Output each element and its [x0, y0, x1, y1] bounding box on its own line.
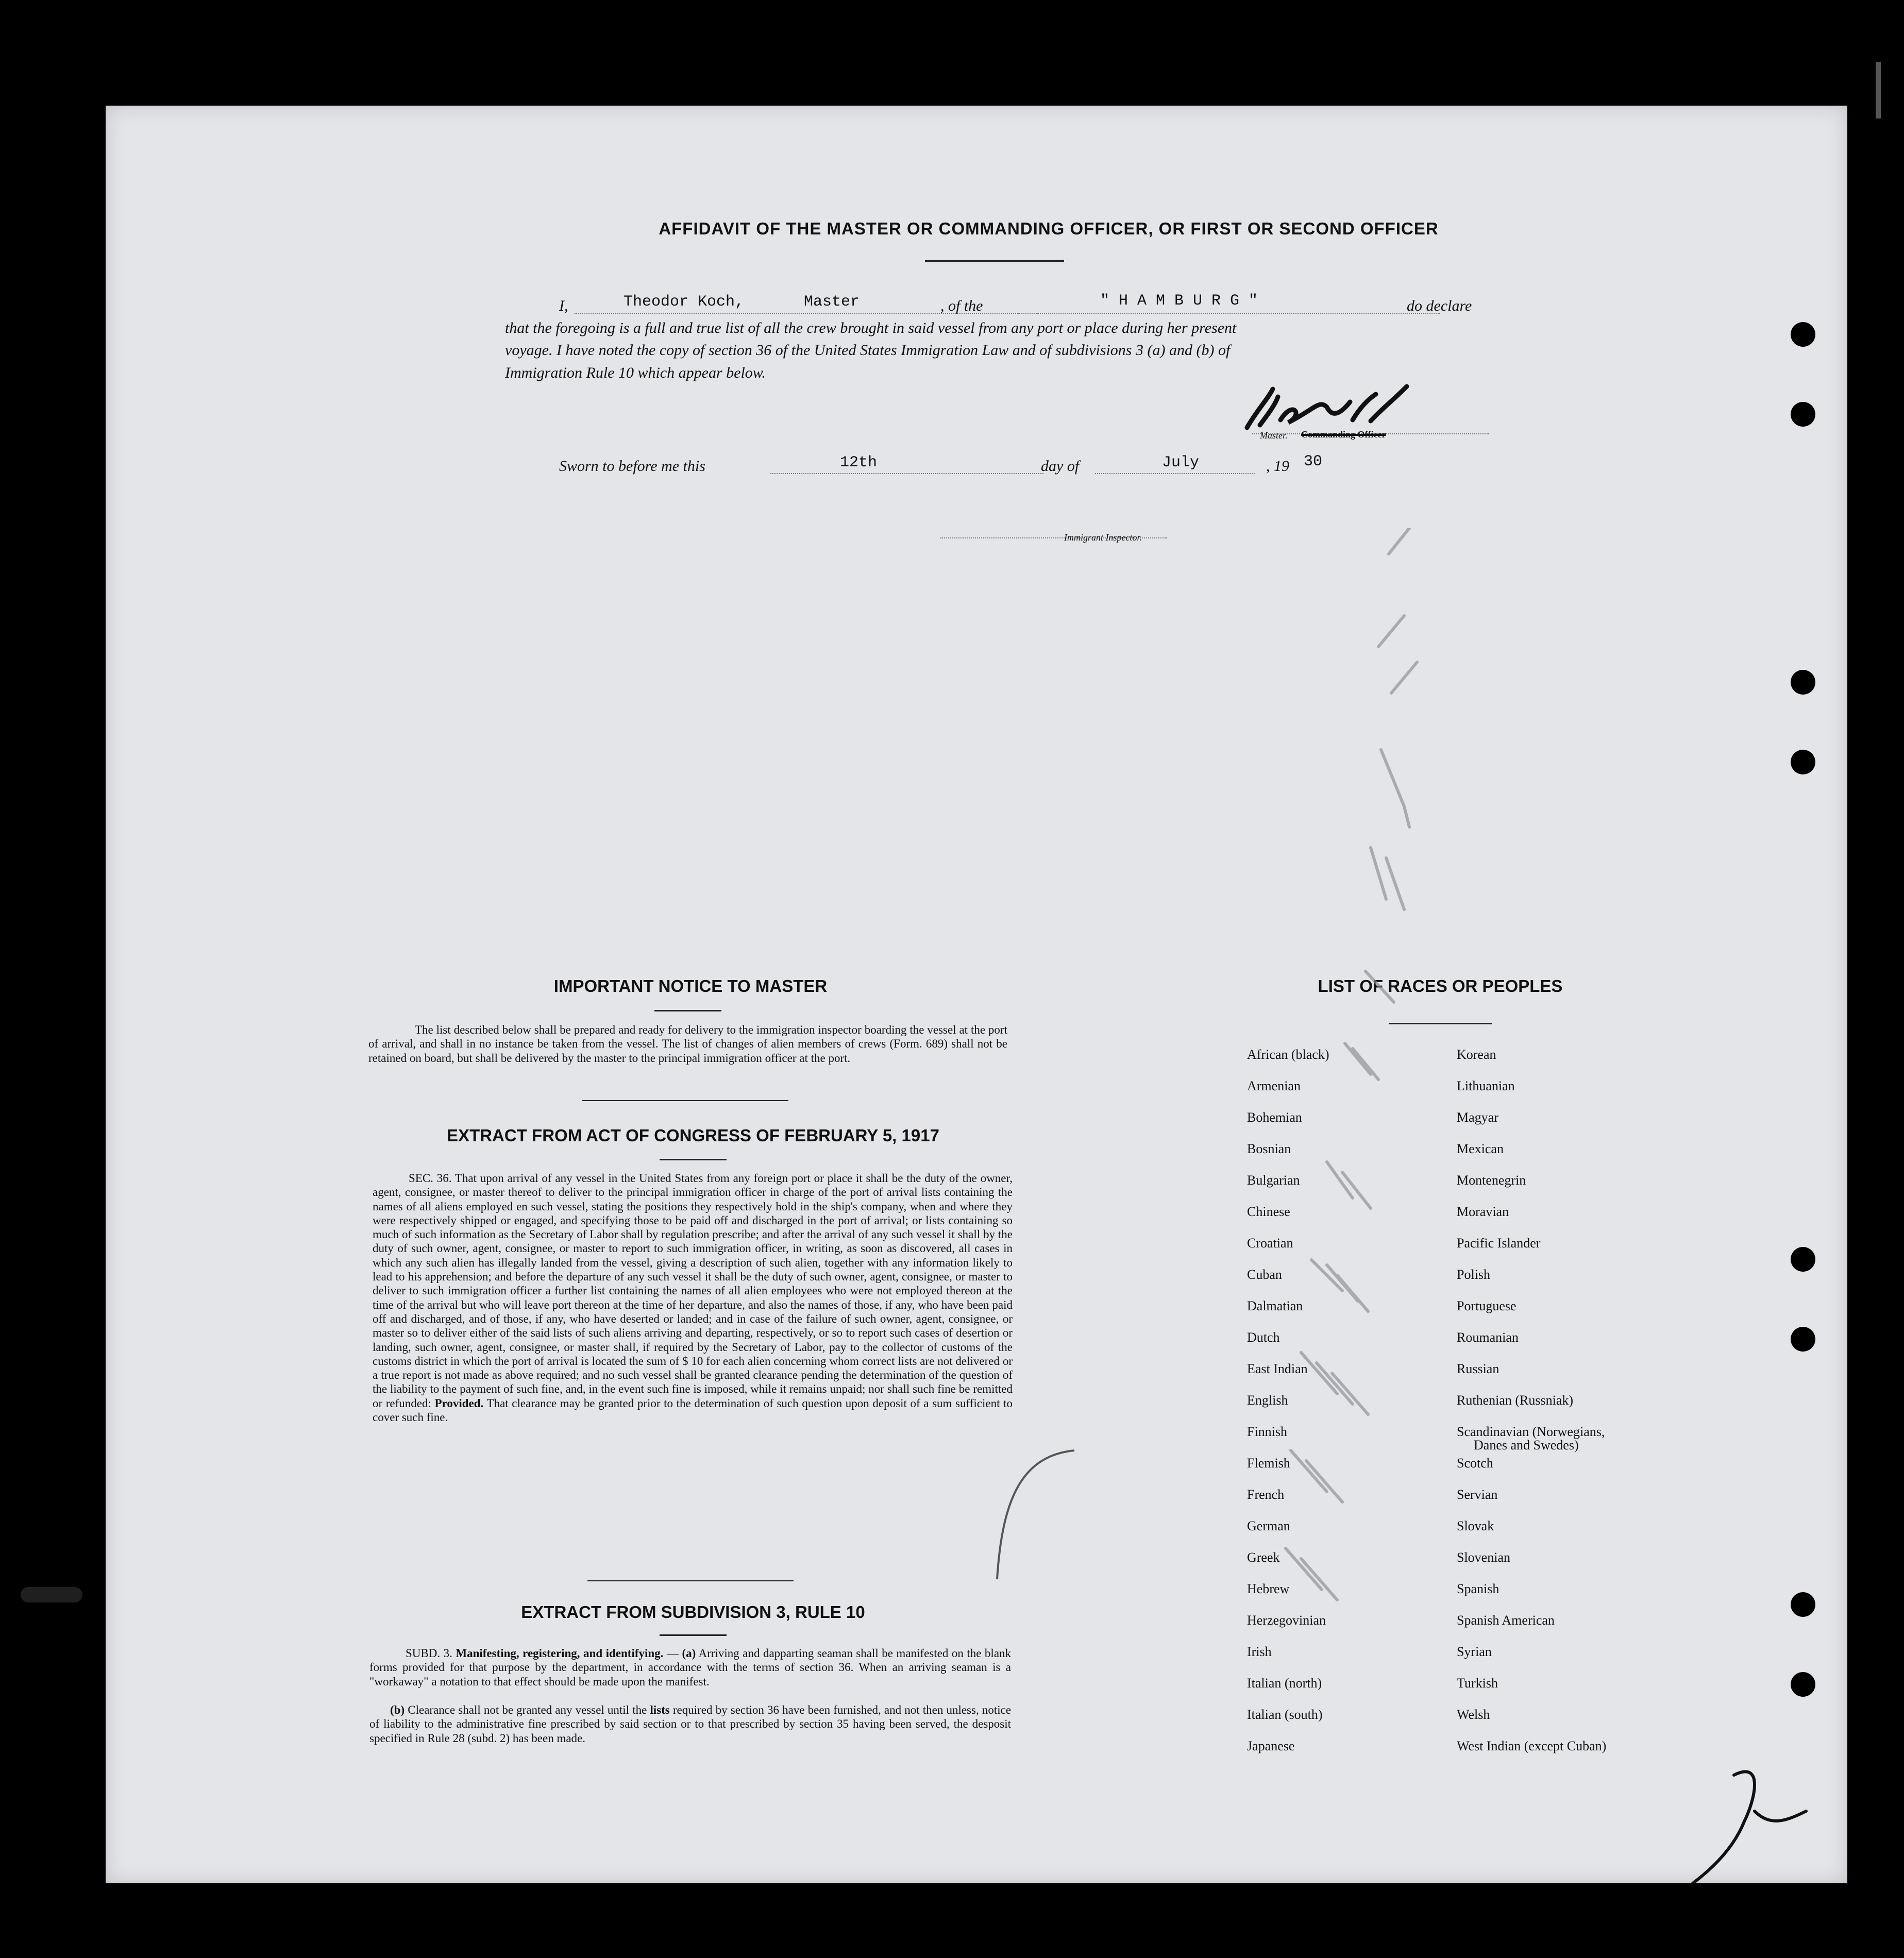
races-left-column: [1247, 106, 1252, 111]
extract-act-heading: EXTRACT FROM ACT OF CONGRESS OF FEBRUARY 5, 1917: [447, 1126, 939, 1145]
punch-hole: [1791, 750, 1815, 774]
sworn-day: 12th: [840, 454, 878, 471]
race-item: Japanese: [1247, 1738, 1295, 1753]
extract-act-body-end: That clearance may be granted prior to the determination of such question upon deposit of a sum sufficient to cover such fine.: [373, 1396, 1013, 1424]
race-item: Roumanian: [1457, 1330, 1519, 1345]
b-text-1: Clearance shall not be granted any vessel until the: [408, 1703, 647, 1716]
race-item: Bulgarian: [1247, 1173, 1300, 1188]
b-text-2: required by section 36 have been furnished, and not then unless, notice of liability to the administrative fine prescribed by said section or to that prescribed by section 35 having been served, the desposit specified in Rule 28 (subd. 2) has been made.: [369, 1703, 1012, 1745]
signature-label: Master.: [1260, 430, 1288, 441]
affidavit-title: AFFIDAVIT OF THE MASTER OR COMMANDING OFFICER, OR FIRST OR SECOND OFFICER: [659, 219, 1439, 238]
race-item: Chinese: [1247, 1204, 1290, 1219]
race-item: Spanish: [1457, 1581, 1499, 1596]
extract-act-text: [373, 1171, 1013, 1424]
bleed-through-marks: [1280, 528, 1541, 1791]
race-item: Korean: [1457, 1047, 1496, 1062]
signature-struck-title: Commanding Officer: [1301, 429, 1386, 440]
race-item: Finnish: [1247, 1424, 1288, 1439]
affidavit-statement-1: that the foregoing is a full and true list of all the crew brought in said vessel from any port or place during her present: [505, 319, 1237, 336]
race-item: Dalmatian: [1247, 1298, 1303, 1313]
scan-edge-smudge: [21, 1587, 82, 1602]
do-declare-text: do declare: [1407, 297, 1472, 314]
subd-prefix: SUBD. 3.: [406, 1647, 452, 1660]
affidavit-i: I,: [559, 297, 568, 314]
notice-rule: [654, 1010, 721, 1011]
race-item: German: [1247, 1518, 1290, 1533]
race-item: Slovak: [1457, 1518, 1494, 1533]
race-item: Montenegrin: [1457, 1173, 1526, 1188]
subd-bold: Manifesting, registering, and identifying.: [456, 1647, 664, 1660]
race-item: Lithuanian: [1457, 1078, 1515, 1093]
race-item: Mexican: [1457, 1141, 1504, 1156]
affidavit-page: [106, 106, 1847, 1883]
race-item: Servian: [1457, 1487, 1498, 1502]
subd-dash: —: [666, 1647, 679, 1660]
race-item: Russian: [1457, 1361, 1499, 1376]
punch-hole: [1791, 1592, 1815, 1617]
race-item: Ruthenian (Russniak): [1457, 1393, 1574, 1408]
a-label: (a): [682, 1647, 696, 1660]
race-item: Slovenian: [1457, 1550, 1510, 1565]
b-bold: lists: [650, 1703, 670, 1716]
race-item: East Indian: [1247, 1361, 1308, 1376]
race-item: Portuguese: [1457, 1298, 1517, 1313]
affidavit-statement-3: Immigration Rule 10 which appear below.: [505, 364, 766, 381]
notice-text: The list described below shall be prepared and ready for delivery to the immigration inspector boarding the vessel at the port of arrival, and shall in no instance be taken from the vessel. The list of changes of alien members of crews (Form. 689) shall not be retained on board, but shall be delivered by the master to the principal immigration officer at the port.: [368, 1023, 1007, 1065]
scan-edge-mark: [1876, 62, 1881, 119]
race-item: Magyar: [1457, 1110, 1498, 1125]
race-item: Pacific Islander: [1457, 1236, 1541, 1251]
provided-word: Provided.: [434, 1396, 484, 1410]
race-item: Hebrew: [1247, 1581, 1290, 1596]
b-label: (b): [390, 1703, 405, 1716]
of-the-text: , of the: [940, 297, 983, 314]
day-of-text: day of: [1041, 458, 1080, 475]
race-item: Bohemian: [1247, 1110, 1302, 1125]
race-item: Moravian: [1457, 1204, 1509, 1219]
handwritten-numeral: [1682, 1765, 1837, 1883]
sworn-day-blank: [770, 473, 1043, 474]
year-prefix: , 19: [1266, 458, 1289, 475]
race-item: Syrian: [1457, 1644, 1492, 1659]
extract-act-rule: [660, 1159, 727, 1160]
race-item: Italian (north): [1247, 1676, 1322, 1691]
sworn-month: July: [1162, 454, 1200, 471]
faint-stroke: [982, 1435, 1188, 1590]
punch-hole: [1791, 670, 1815, 695]
race-item: Herzegovinian: [1247, 1613, 1326, 1628]
race-item: Flemish: [1247, 1456, 1290, 1471]
race-item: Greek: [1247, 1550, 1280, 1565]
punch-hole: [1791, 322, 1815, 347]
sworn-text: Sworn to before me this: [559, 458, 705, 475]
punch-hole: [1791, 1327, 1815, 1352]
race-item: Polish: [1457, 1267, 1491, 1282]
year-suffix: 30: [1304, 453, 1323, 470]
vessel-name: " H A M B U R G ": [1100, 292, 1258, 310]
race-item: West Indian (except Cuban): [1457, 1738, 1607, 1753]
race-item: African (black): [1247, 1047, 1329, 1062]
race-item: Scotch: [1457, 1456, 1493, 1471]
extract-rule-heading: EXTRACT FROM SUBDIVISION 3, RULE 10: [521, 1602, 865, 1622]
race-item: Scandinavian (Norwegians,: [1457, 1424, 1605, 1439]
inspector-label: Immigrant Inspector.: [1064, 532, 1142, 543]
master-name: Theodor Koch,: [624, 293, 745, 311]
race-item: Croatian: [1247, 1236, 1293, 1251]
race-item: Italian (south): [1247, 1707, 1323, 1722]
punch-hole: [1791, 1672, 1815, 1697]
notice-heading: IMPORTANT NOTICE TO MASTER: [553, 976, 828, 995]
punch-hole: [1791, 402, 1815, 427]
races-heading: LIST OF RACES OR PEOPLES: [1318, 976, 1563, 995]
punch-hole: [1791, 1247, 1815, 1272]
extract-rule-rule: [660, 1634, 727, 1636]
extract-rule-b: [369, 1703, 1011, 1745]
affidavit-statement-2: voyage. I have noted the copy of section 36 of the United States Immigration Law and of subdivisions 3 (a) and (b) of: [505, 342, 1231, 359]
sworn-month-blank: [1095, 473, 1255, 474]
race-item: Irish: [1247, 1644, 1272, 1659]
race-item: Cuban: [1247, 1267, 1282, 1282]
race-item: Welsh: [1457, 1707, 1490, 1722]
extract-act-body: SEC. 36. That upon arrival of any vessel in the United States from any foreign port or place it shall be the duty of the owner, agent, consignee, or master thereof to deliver to the principal immigration officer in charge of the port of arrival lists containing the names of all aliens employed en such vessel, stating the positions they respectively hold in the ship's company, when and where they were respectively shipped or engaged, and specifying those to be paid off and discharged in the port of arrival; or lists containing so much of such information as the Secretary of Labor shall by regulation prescribe; and after the arrival of any such vessel it shall by the duty of such owner, agent, consignee, or master to report to such immigration officer, in writing, as soon as discovered, all cases in which any such alien has illegally landed from the vessel, giving a description of such alien, together with any information likely to lead to his apprehension; and before the departure of any such vessel it shall be the duty of such owner, agent, consignee, or master to deliver to such immigration officer a further list containing the names of all alien employees who were not employed thereon at the time of the arrival but who will leave port thereon at the time of her departure, and also the names of those, if any, who have been paid off and discharged, and of those, if any, who have deserted or landed; and in case of the failure of such owner, agent, consignee, or master so to deliver either of the said lists of such aliens arriving and departing, respectively, or so to report such cases of desertion or landing, such owner, agent, consignee, or master shall, if required by the Secretary of Labor, pay to the collector of customs of the customs district in which the port of arrival is located the sum of $ 10 for each alien concerning whom correct lists are not delivered or a true report is not made as above required; and no such vessel shall be granted clearance pending the determination of the question of the liability to the payment of such fine, and, in the event such fine is imposed, while it remains unpaid; nor shall such fine be remitted or refunded:: [373, 1172, 1013, 1410]
race-item: Bosnian: [1247, 1141, 1291, 1156]
race-item: French: [1247, 1487, 1285, 1502]
master-rank: Master: [804, 293, 860, 311]
vessel-blank: [1018, 313, 1440, 314]
race-item: English: [1247, 1393, 1288, 1408]
race-item-continuation: Danes and Swedes): [1474, 1438, 1579, 1453]
race-item: Turkish: [1457, 1676, 1498, 1691]
a-text: Arriving and dapparting seaman shall be manifested on the blank forms provided for that purpose by the department, in accordance with the terms of section 36. When an arriving seaman is a "workaway" a notation to that effect should be made upon the manifest.: [369, 1647, 1012, 1688]
notice-divider: [582, 1100, 788, 1101]
race-item: Spanish American: [1457, 1613, 1555, 1628]
extract-rule-a: [369, 1646, 1011, 1689]
title-rule: [925, 260, 1064, 262]
race-item: Armenian: [1247, 1078, 1301, 1093]
extract-act-divider: [587, 1580, 794, 1581]
race-item: Dutch: [1247, 1330, 1280, 1345]
